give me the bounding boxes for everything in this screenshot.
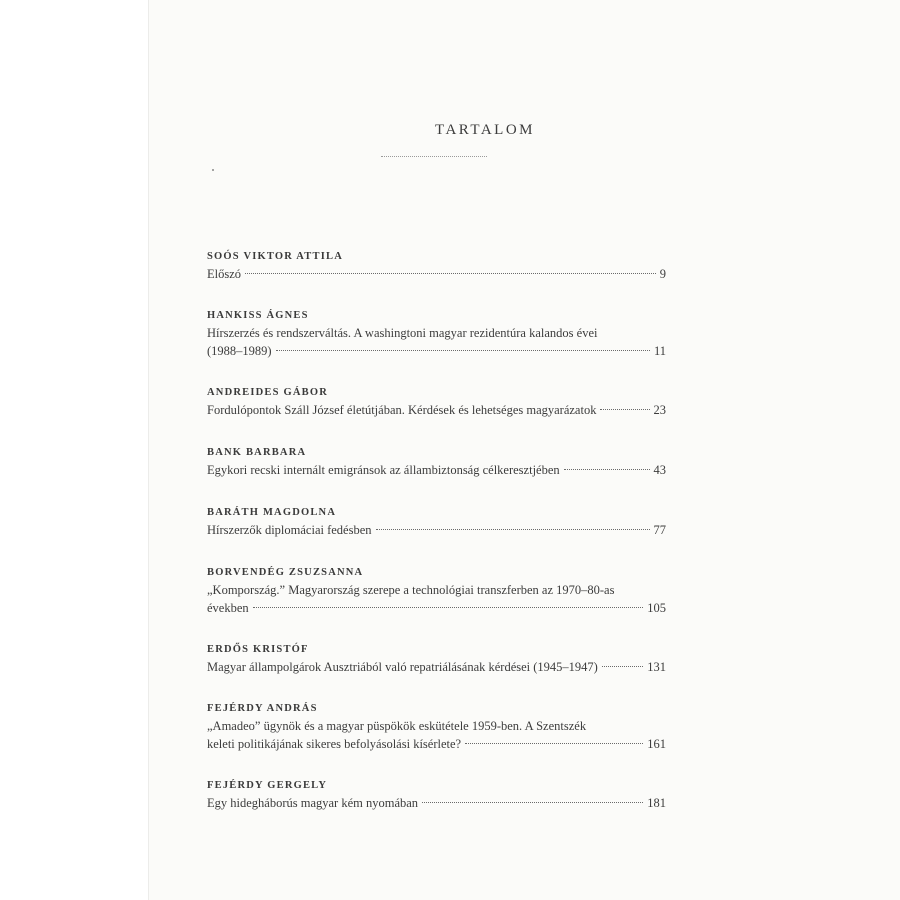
entry-page-number: 161 [647, 737, 666, 751]
title-dotted-rule [381, 156, 487, 157]
page-title: TARTALOM [434, 122, 536, 138]
toc-entry [207, 700, 666, 753]
entry-page-number: 105 [647, 601, 666, 615]
entry-title: Hírszerzés és rendszerváltás. A washingtoni magyar rezidentúra kalandos évei [207, 326, 598, 340]
entry-page-number: 9 [659, 267, 666, 281]
toc-entry [207, 384, 666, 419]
dot-leader [376, 529, 650, 530]
toc-entry [207, 641, 666, 676]
entry-title: Fordulópontok Száll József életútjában. Kérdések és lehetséges magyarázatok [207, 403, 597, 417]
toc-entry [207, 307, 666, 360]
dot-leader [276, 350, 650, 351]
dot-leader [600, 409, 649, 410]
entry-page-number: 43 [653, 463, 666, 477]
toc-entry [207, 564, 666, 617]
entry-title: keleti politikájának sikeres befolyásolási kísérlete? [207, 737, 462, 751]
entry-title-line [207, 401, 666, 419]
entry-title: „Amadeo” ügynök és a magyar püspökök eskütétele 1959-ben. A Szentszék [207, 719, 587, 733]
entry-title-line [207, 735, 666, 753]
book-page [148, 0, 900, 900]
toc-entry [207, 504, 666, 539]
entry-page-number: 23 [653, 403, 666, 417]
entry-page-number: 11 [653, 344, 666, 358]
entry-title: (1988–1989) [207, 344, 272, 358]
dot-leader [564, 469, 650, 470]
entry-title-line [207, 521, 666, 539]
entry-title: Hírszerzők diplomáciai fedésben [207, 523, 372, 537]
entry-title-line [207, 599, 666, 617]
dot-leader [245, 273, 656, 274]
entry-author: BARÁTH MAGDOLNA [207, 507, 337, 518]
entry-title: Magyar állampolgárok Ausztriából való repatriálásának kérdései (1945–1947) [207, 660, 598, 674]
entry-author: BANK BARBARA [207, 447, 307, 458]
entry-title-line [207, 794, 666, 812]
entry-page-number: 131 [647, 660, 666, 674]
print-speck [212, 169, 214, 171]
entry-title-line [207, 342, 666, 360]
entry-author: FEJÉRDY GERGELY [207, 780, 328, 791]
dot-leader [465, 743, 643, 744]
entry-author: ANDREIDES GÁBOR [207, 387, 328, 398]
toc-entry [207, 777, 666, 812]
entry-page-number: 77 [653, 523, 666, 537]
entry-title: „Kompország.” Magyarország szerepe a technológiai transzferben az 1970–80-as [207, 583, 615, 597]
entry-page-number: 181 [647, 796, 666, 810]
toc-entry [207, 248, 666, 283]
toc-entry [207, 444, 666, 479]
entry-title-line [207, 265, 666, 283]
entry-title: Egy hidegháborús magyar kém nyomában [207, 796, 419, 810]
entry-author: ERDŐS KRISTÓF [207, 644, 309, 655]
entry-title: években [207, 601, 249, 615]
entry-title-line [207, 461, 666, 479]
entry-title: Egykori recski internált emigránsok az állambiztonság célkeresztjében [207, 463, 560, 477]
entry-author: BORVENDÉG ZSUZSANNA [207, 567, 364, 578]
dot-leader [253, 607, 644, 608]
entry-title-line [207, 658, 666, 676]
dot-leader [422, 802, 643, 803]
entry-author: SOÓS VIKTOR ATTILA [207, 251, 343, 262]
entry-author: HANKISS ÁGNES [207, 310, 309, 321]
entry-author: FEJÉRDY ANDRÁS [207, 703, 318, 714]
dot-leader [602, 666, 643, 667]
entry-title: Előszó [207, 267, 242, 281]
